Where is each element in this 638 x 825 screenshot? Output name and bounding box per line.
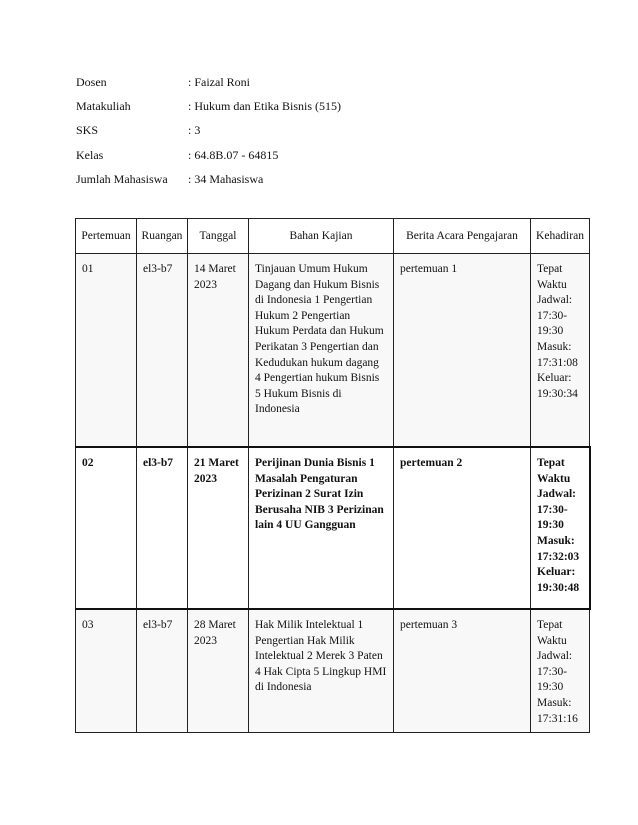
kehadiran-line: 17:30- [537, 503, 568, 516]
course-info [76, 72, 341, 193]
info-row-matakuliah [76, 96, 341, 120]
cell-kehadiran [531, 254, 590, 448]
kehadiran-line: Waktu [537, 278, 567, 291]
cell-tanggal: 14 Maret 2023 [188, 254, 249, 448]
kehadiran-line: 17:31:16 [537, 712, 578, 725]
kehadiran-line: 19:30 [537, 519, 564, 532]
kehadiran-line: 19:30:34 [537, 387, 578, 400]
info-label: Jumlah Mahasiswa [76, 171, 168, 186]
kehadiran-line: Keluar: [537, 566, 576, 579]
cell-kehadiran [531, 609, 590, 733]
kehadiran-line: Keluar: [537, 372, 572, 385]
info-value: : 3 [188, 123, 201, 138]
info-row-kelas [76, 145, 341, 169]
info-value: : Faizal Roni [188, 75, 250, 89]
cell-pertemuan: 03 [76, 609, 137, 733]
cell-bahan-kajian: Hak Milik Intelektual 1 Pengertian Hak Milik Intelektual 2 Merek 3 Paten 4 Hak Cipta 5 Lingkup HMI di Indonesia [249, 609, 394, 733]
info-row-sks [76, 120, 341, 144]
kehadiran-line: 17:30- [537, 309, 568, 322]
table-row [76, 609, 590, 733]
info-label: Kelas [76, 147, 104, 162]
cell-bahan-kajian: Perijinan Dunia Bisnis 1 Masalah Pengaturan Perizinan 2 Surat Izin Berusaha NIB 3 Perizinan lain 4 UU Gangguan [249, 447, 394, 609]
kehadiran-line: Masuk: [537, 340, 572, 353]
kehadiran-line: Waktu [537, 634, 567, 647]
kehadiran-line: Jadwal: [537, 488, 576, 501]
kehadiran-line: Waktu [537, 472, 571, 485]
header-tanggal: Tanggal [188, 219, 249, 254]
cell-pertemuan: 02 [76, 447, 137, 609]
kehadiran-line: Masuk: [537, 696, 572, 709]
schedule-table [75, 218, 591, 733]
info-row-jumlah-mahasiswa [76, 169, 341, 193]
header-pertemuan: Pertemuan [76, 219, 137, 254]
kehadiran-line: 19:30:48 [537, 581, 580, 594]
kehadiran-line: Jadwal: [537, 650, 573, 663]
kehadiran-line: 19:30 [537, 681, 564, 694]
info-label: Matakuliah [76, 99, 131, 114]
header-ruangan: Ruangan [137, 219, 188, 254]
kehadiran-line: 17:31:08 [537, 356, 578, 369]
table-row [76, 447, 590, 609]
info-value: : 34 Mahasiswa [188, 171, 264, 186]
kehadiran-line: 17:30- [537, 665, 568, 678]
cell-bahan-kajian: Tinjauan Umum Hukum Dagang dan Hukum Bisnis di Indonesia 1 Pengertian Hukum 2 Pengertian Hukum Perdata dan Hukum Perikatan 3 Pengertian dan Kedudukan hukum dagang 4 Pengertian hukum Bisnis 5 Hukum Bisnis di Indonesia [249, 254, 394, 448]
kehadiran-line: 19:30 [537, 325, 564, 338]
kehadiran-line: Tepat [537, 457, 565, 469]
cell-tanggal: 21 Maret 2023 [188, 447, 249, 609]
info-value: : 64.8B.07 - 64815 [188, 147, 279, 162]
cell-pertemuan: 01 [76, 254, 137, 448]
table-row [76, 254, 590, 448]
info-label: SKS [76, 123, 99, 138]
info-row-dosen [76, 72, 341, 96]
cell-ruangan: el3-b7 [137, 447, 188, 609]
table-header-row [76, 219, 590, 254]
cell-berita-acara: pertemuan 1 [394, 254, 531, 448]
header-kehadiran: Kehadiran [531, 219, 590, 254]
cell-tanggal: 28 Maret 2023 [188, 609, 249, 733]
cell-berita-acara: pertemuan 2 [394, 447, 531, 609]
cell-ruangan: el3-b7 [137, 609, 188, 733]
kehadiran-line: 17:32:03 [537, 550, 580, 563]
kehadiran-line: Jadwal: [537, 294, 573, 307]
cell-berita-acara: pertemuan 3 [394, 609, 531, 733]
info-label: Dosen [76, 75, 107, 89]
kehadiran-line: Masuk: [537, 534, 575, 547]
header-bahan-kajian: Bahan Kajian [249, 219, 394, 254]
header-berita-acara: Berita Acara Pengajaran [394, 219, 531, 254]
cell-kehadiran [531, 447, 590, 609]
info-value: : Hukum dan Etika Bisnis (515) [188, 99, 341, 114]
kehadiran-line: Tepat [537, 619, 563, 631]
kehadiran-line: Tepat [537, 263, 563, 275]
cell-ruangan: el3-b7 [137, 254, 188, 448]
